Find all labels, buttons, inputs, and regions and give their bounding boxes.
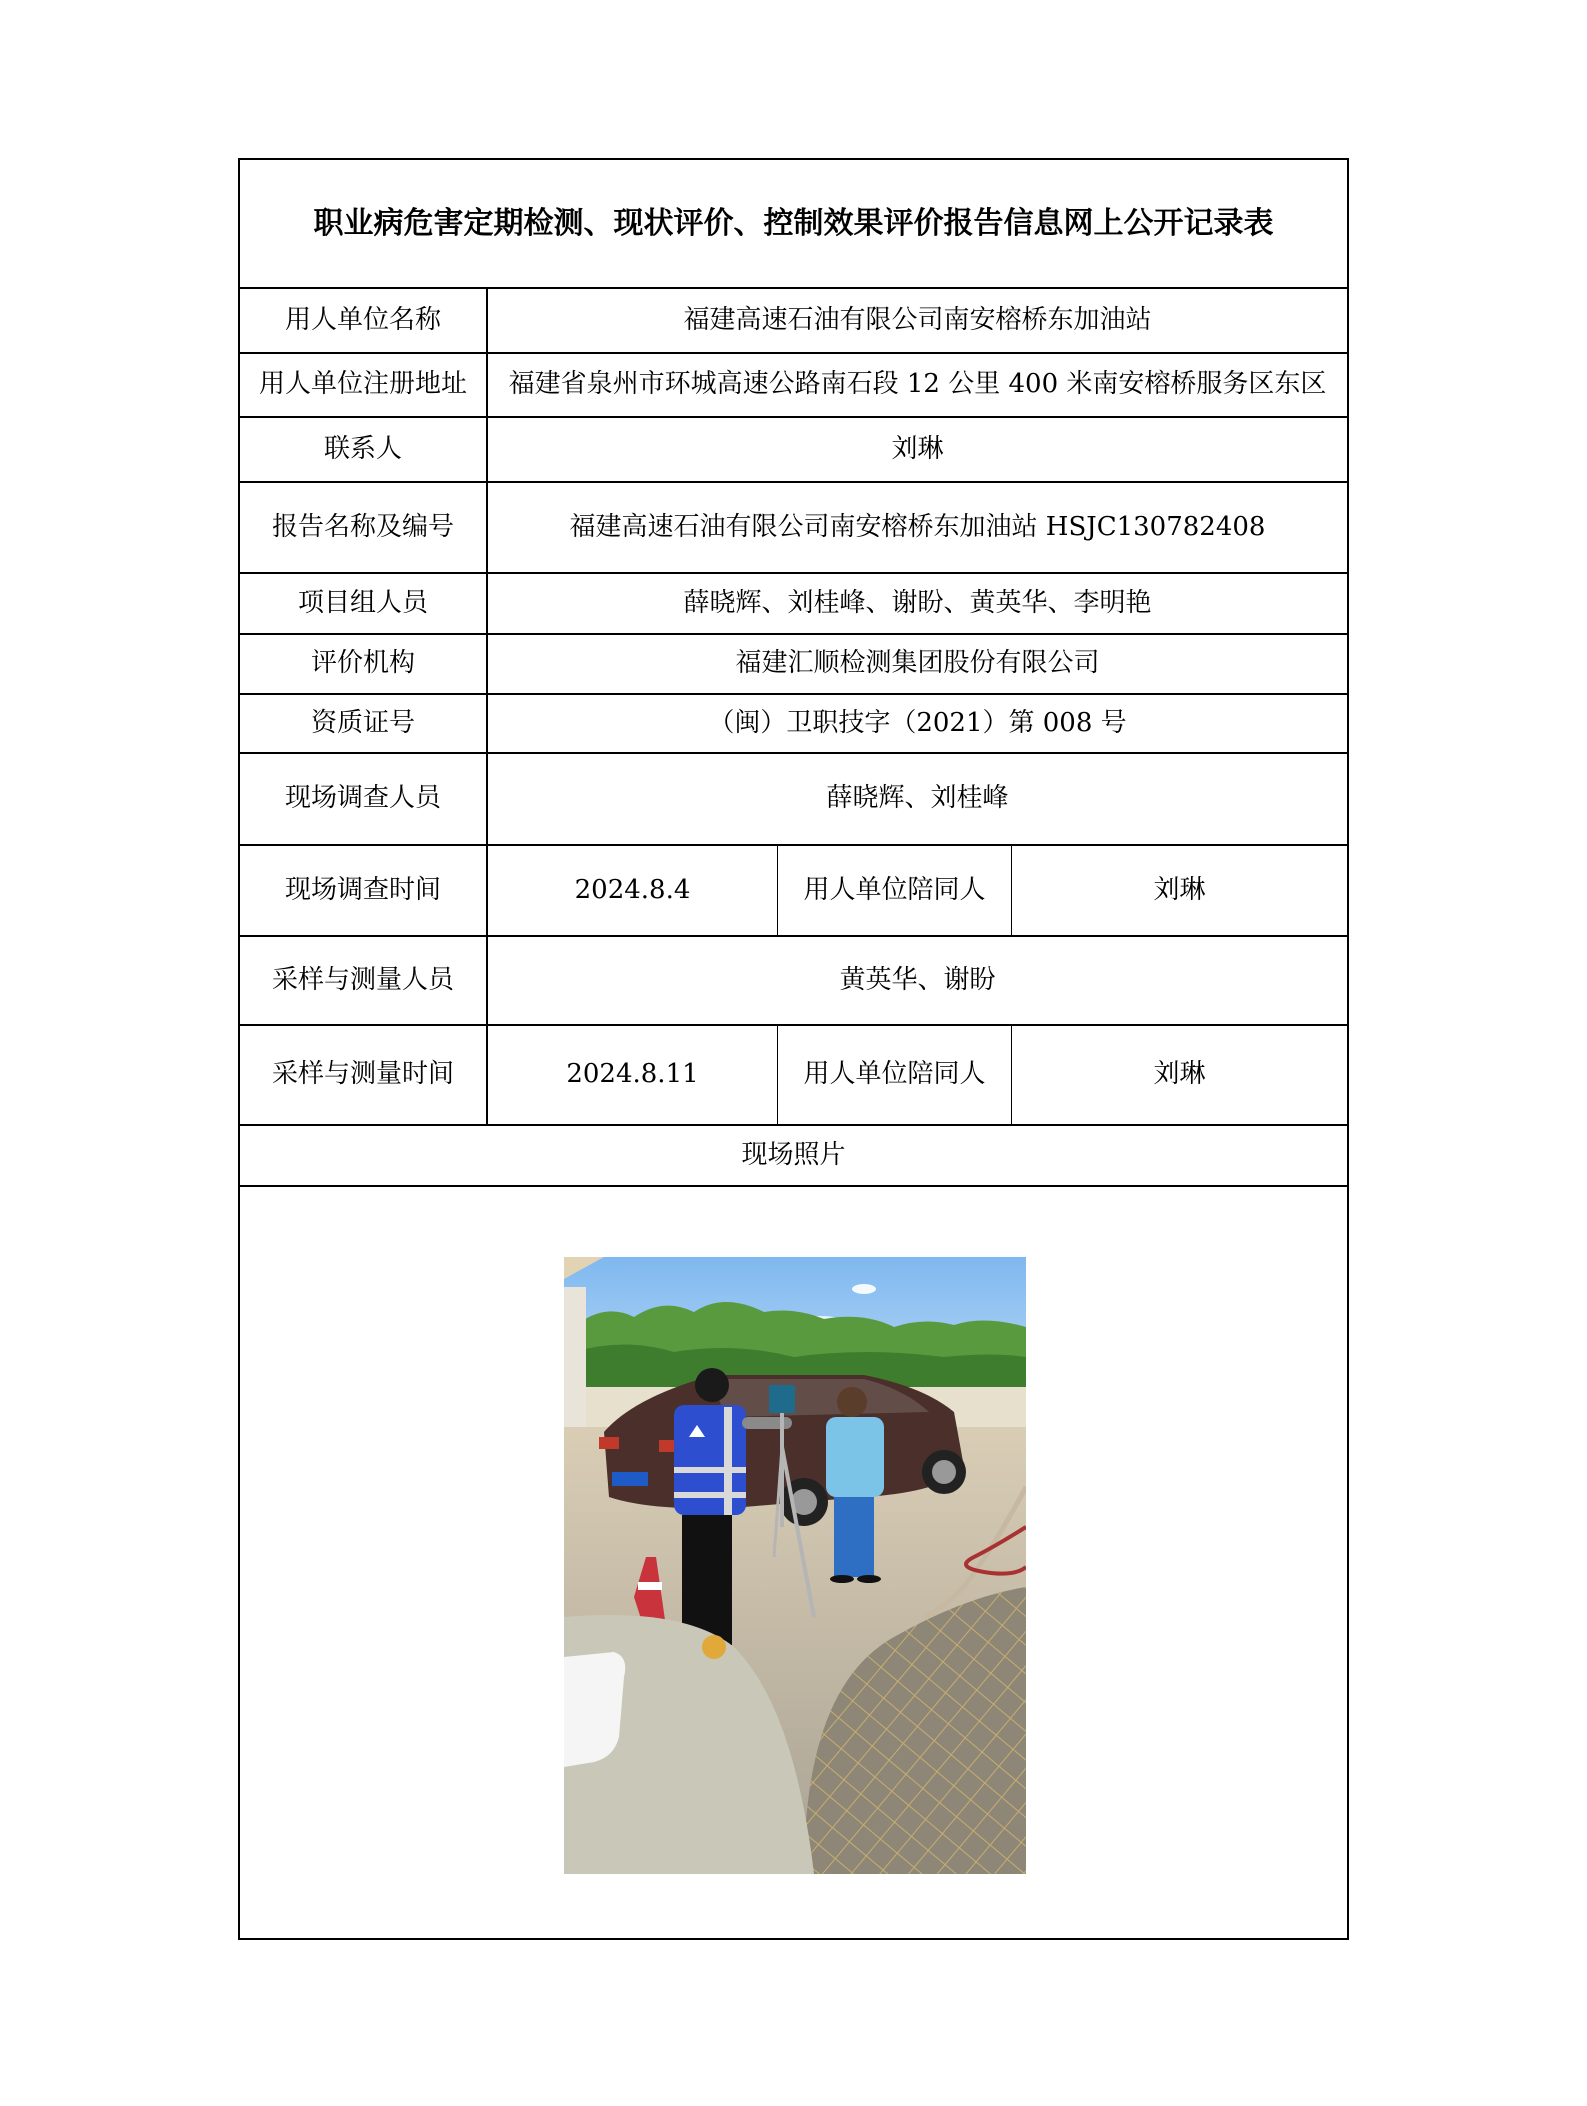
contact-value: 刘琳 [891, 433, 944, 464]
evaluation-org-value: 福建汇顺检测集团股份有限公司 [735, 648, 1100, 679]
record-table [238, 158, 1349, 1940]
report-label: 报告名称及编号 [271, 511, 454, 542]
qualification-value: （闽）卫职技字（2021）第 008 号 [708, 707, 1127, 738]
site-photo [564, 1257, 1026, 1874]
contact-label: 联系人 [323, 433, 402, 464]
site-survey-staff-value: 薛晓辉、刘桂峰 [826, 783, 1009, 814]
site-survey-time-label: 现场调查时间 [284, 874, 441, 905]
site-photo-label: 现场照片 [741, 1139, 846, 1170]
site-survey-escort-value: 刘琳 [1153, 874, 1206, 905]
employer-address-value: 福建省泉州市环城高速公路南石段 12 公里 400 米南安榕桥服务区东区 [508, 369, 1327, 400]
site-survey-time-value: 2024.8.4 [574, 874, 691, 905]
employer-address-label: 用人单位注册地址 [258, 369, 467, 400]
employer-name-label: 用人单位名称 [284, 304, 441, 335]
site-survey-escort-label: 用人单位陪同人 [803, 874, 986, 905]
evaluation-org-label: 评价机构 [310, 648, 415, 679]
qualification-label: 资质证号 [310, 707, 415, 738]
page-title: 职业病危害定期检测、现状评价、控制效果评价报告信息网上公开记录表 [313, 205, 1274, 241]
sampling-time-value: 2024.8.11 [566, 1059, 699, 1090]
project-team-label: 项目组人员 [297, 587, 428, 618]
sampling-time-label: 采样与测量时间 [271, 1059, 454, 1090]
report-value: 福建高速石油有限公司南安榕桥东加油站 HSJC130782408 [569, 511, 1266, 542]
row-divider [240, 1185, 1347, 1187]
project-team-value: 薛晓辉、刘桂峰、谢盼、黄英华、李明艳 [683, 587, 1152, 618]
sampling-staff-value: 黄英华、谢盼 [839, 964, 996, 995]
sampling-staff-label: 采样与测量人员 [271, 964, 454, 995]
site-survey-staff-label: 现场调查人员 [284, 783, 441, 814]
employer-name-value: 福建高速石油有限公司南安榕桥东加油站 [683, 304, 1152, 335]
sampling-escort-label: 用人单位陪同人 [803, 1059, 986, 1090]
sampling-escort-value: 刘琳 [1153, 1059, 1206, 1090]
